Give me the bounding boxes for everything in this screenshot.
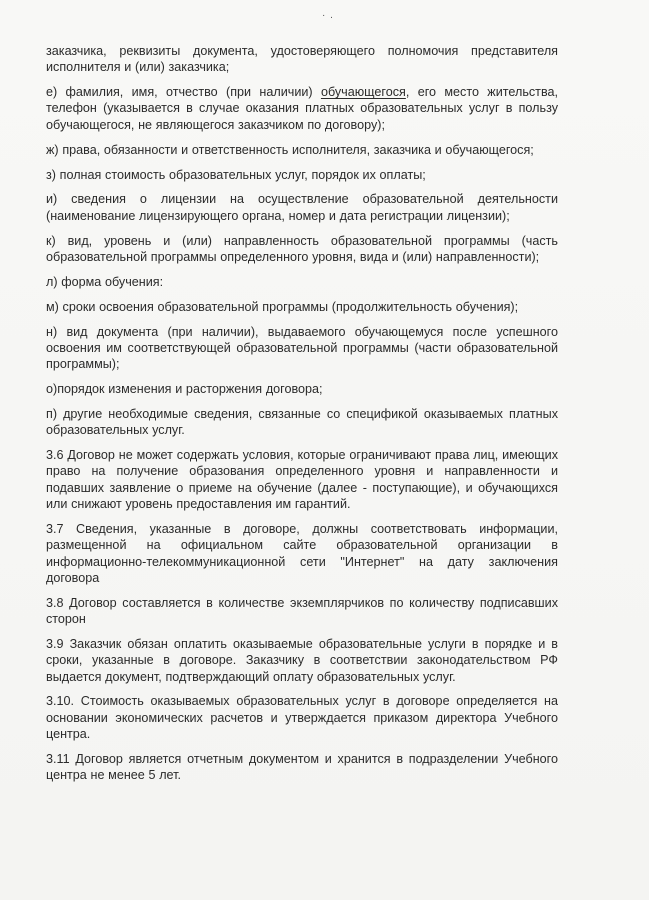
item-e-text-start: е) фамилия, имя, отчество (при наличии)	[46, 85, 321, 100]
paragraph-item-zh: ж) права, обязанности и ответственность исполнителя, заказчика и обучающегося;	[46, 142, 534, 157]
paragraph-item-l: л) форма обучения:	[46, 274, 164, 289]
paragraph-item-e	[46, 84, 558, 133]
paragraph-item-o: о)порядок изменения и расторжения договора;	[46, 382, 323, 397]
paragraph-item-k: к) вид, уровень и (или) направленность образовательной программы (часть образовательной программы определенного уровня, вида и (или) направленности);	[46, 233, 558, 264]
paragraph-continuation: заказчика, реквизиты документа, удостоверяющего полномочия представителя исполнителя и (или) заказчика;	[46, 44, 558, 75]
document-body	[46, 43, 558, 792]
paragraph-item-i: и) сведения о лицензии на осуществление образовательной деятельности (наименование лицензирующего органа, номер и дата регистрации лицензии);	[46, 192, 558, 223]
paragraph-item-z: з) полная стоимость образовательных услуг, порядок их оплаты;	[46, 167, 426, 182]
item-e-text-end: , его место жительства, телефон (указывается в случае оказания платных образовательных услуг в пользу обучающегося, не являющегося заказчиком по договору);	[46, 85, 558, 132]
clause-3-9: 3.9 Заказчик обязан оплатить оказываемые образовательные услуги в порядке и в сроки, указанные в договоре. Заказчику в соответствии законодательством РФ выдается документ, подтверждающий оплату образовательных услуг.	[46, 636, 558, 684]
clause-3-7: 3.7 Сведения, указанные в договоре, должны соответствовать информации, размещенной на официальном сайте образовательной организации в информационно-телекоммуникационной сети "Интернет" на дату заключения договора	[46, 521, 558, 585]
paragraph-item-m: м) сроки освоения образовательной программы (продолжительность обучения);	[46, 299, 519, 314]
paragraph-item-n: н) вид документа (при наличии), выдаваемого обучающемуся после успешного освоения им соответствующей образовательной программы (части образовательной программы);	[46, 324, 558, 372]
item-e-underlined-word: обучающегося	[320, 85, 406, 100]
clause-3-10: 3.10. Стоимость оказываемых образовательных услуг в договоре определяется на основании экономических расчетов и утверждается приказом директора Учебного центра.	[46, 694, 558, 741]
scan-mark: · .	[322, 10, 334, 21]
paragraph-item-p: п) другие необходимые сведения, связанные со спецификой оказываемых платных образовательных услуг.	[46, 406, 558, 438]
clause-3-8: 3.8 Договор составляется в количестве экземплярчиков по количеству подписавших сторон	[46, 595, 558, 627]
clause-3-6: 3.6 Договор не может содержать условия, которые ограничивают права лиц, имеющих право на получение образования определенного уровня и направленности и подавших заявление о приеме на обучение (далее - поступающие), и обучающихся или снижают уровень предоставления им гарантий.	[46, 448, 558, 512]
clause-3-11: 3.11 Договор является отчетным документом и хранится в подразделении Учебного центра не менее 5 лет.	[46, 751, 558, 783]
